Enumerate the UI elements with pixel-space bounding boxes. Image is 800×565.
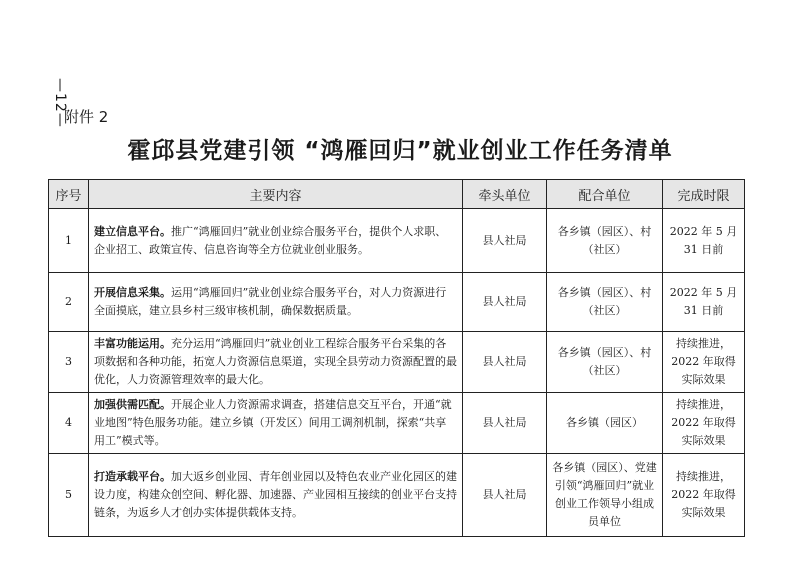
row-deadline: 持续推进，2022 年取得实际效果 [663, 454, 745, 537]
header-partner: 配合单位 [547, 180, 663, 209]
row-content [89, 454, 463, 537]
row-text: 开展企业人力资源需求调查，搭建信息交互平台，开通“就业地图”特色服务功能。建立乡镇（开发区）间用工调剂机制，探索“共享用工”模式等。 [94, 398, 452, 447]
row-deadline: 2022 年 5 月 31 日前 [663, 209, 745, 273]
row-no: 3 [49, 332, 89, 393]
row-partner: 各乡镇（园区）、村（社区） [547, 332, 663, 393]
table-row [49, 273, 745, 332]
row-text: 加大返乡创业园、青年创业园以及特色农业产业化园区的建设力度，构建众创空间、孵化器、加速器、产业园相互接续的创业平台支持链条，为返乡人才创办实体提供载体支持。 [94, 470, 457, 519]
row-deadline: 持续推进，2022 年取得实际效果 [663, 393, 745, 454]
page-number: —12— [52, 78, 68, 128]
row-lead: 县人社局 [463, 209, 547, 273]
row-content [89, 332, 463, 393]
row-lead: 县人社局 [463, 393, 547, 454]
row-partner: 各乡镇（园区）、村（社区） [547, 273, 663, 332]
document-title: 霍邱县党建引领 “鸿雁回归”就业创业工作任务清单 [127, 138, 673, 164]
row-lead: 县人社局 [463, 454, 547, 537]
row-no: 4 [49, 393, 89, 454]
row-keyword: 加强供需匹配。 [94, 398, 171, 411]
row-partner: 各乡镇（园区）、村（社区） [547, 209, 663, 273]
row-text: 充分运用“鸿雁回归”就业创业工程综合服务平台采集的各项数据和各种功能，拓宽人力资源信息渠道，实现全县劳动力资源配置的最优化，人力资源管理效率的最大化。 [94, 337, 457, 386]
row-keyword: 丰富功能运用。 [94, 337, 171, 350]
row-text: 运用“鸿雁回归”就业创业综合服务平台，对人力资源进行全面摸底，建立县乡村三级审核机制，确保数据质量。 [94, 286, 447, 317]
row-no: 1 [49, 209, 89, 273]
row-partner: 各乡镇（园区） [547, 393, 663, 454]
row-keyword: 建立信息平台。 [94, 224, 171, 238]
row-keyword: 打造承载平台。 [94, 470, 171, 483]
row-content [89, 273, 463, 332]
task-table [48, 179, 745, 537]
table-row [49, 454, 745, 537]
row-keyword: 开展信息采集。 [94, 286, 171, 299]
table-header-row [49, 180, 745, 209]
table-row [49, 209, 745, 273]
row-no: 2 [49, 273, 89, 332]
row-content [89, 209, 463, 273]
row-partner: 各乡镇（园区）、党建引领“鸿雁回归”就业创业工作领导小组成员单位 [547, 454, 663, 537]
row-lead: 县人社局 [463, 273, 547, 332]
row-content [89, 393, 463, 454]
table-row [49, 393, 745, 454]
row-text: 推广“鸿雁回归”就业创业综合服务平台，提供个人求职、企业招工、政策宣传、信息咨询等全方位就业创业服务。 [94, 224, 447, 256]
row-deadline: 持续推进，2022 年取得实际效果 [663, 332, 745, 393]
header-lead: 牵头单位 [463, 180, 547, 209]
header-no: 序号 [49, 180, 89, 209]
header-deadline: 完成时限 [663, 180, 745, 209]
row-deadline: 2022 年 5 月 31 日前 [663, 273, 745, 332]
header-content: 主要内容 [89, 180, 463, 209]
row-lead: 县人社局 [463, 332, 547, 393]
attachment-label: 附件 2 [64, 108, 109, 126]
row-no: 5 [49, 454, 89, 537]
table-row [49, 332, 745, 393]
